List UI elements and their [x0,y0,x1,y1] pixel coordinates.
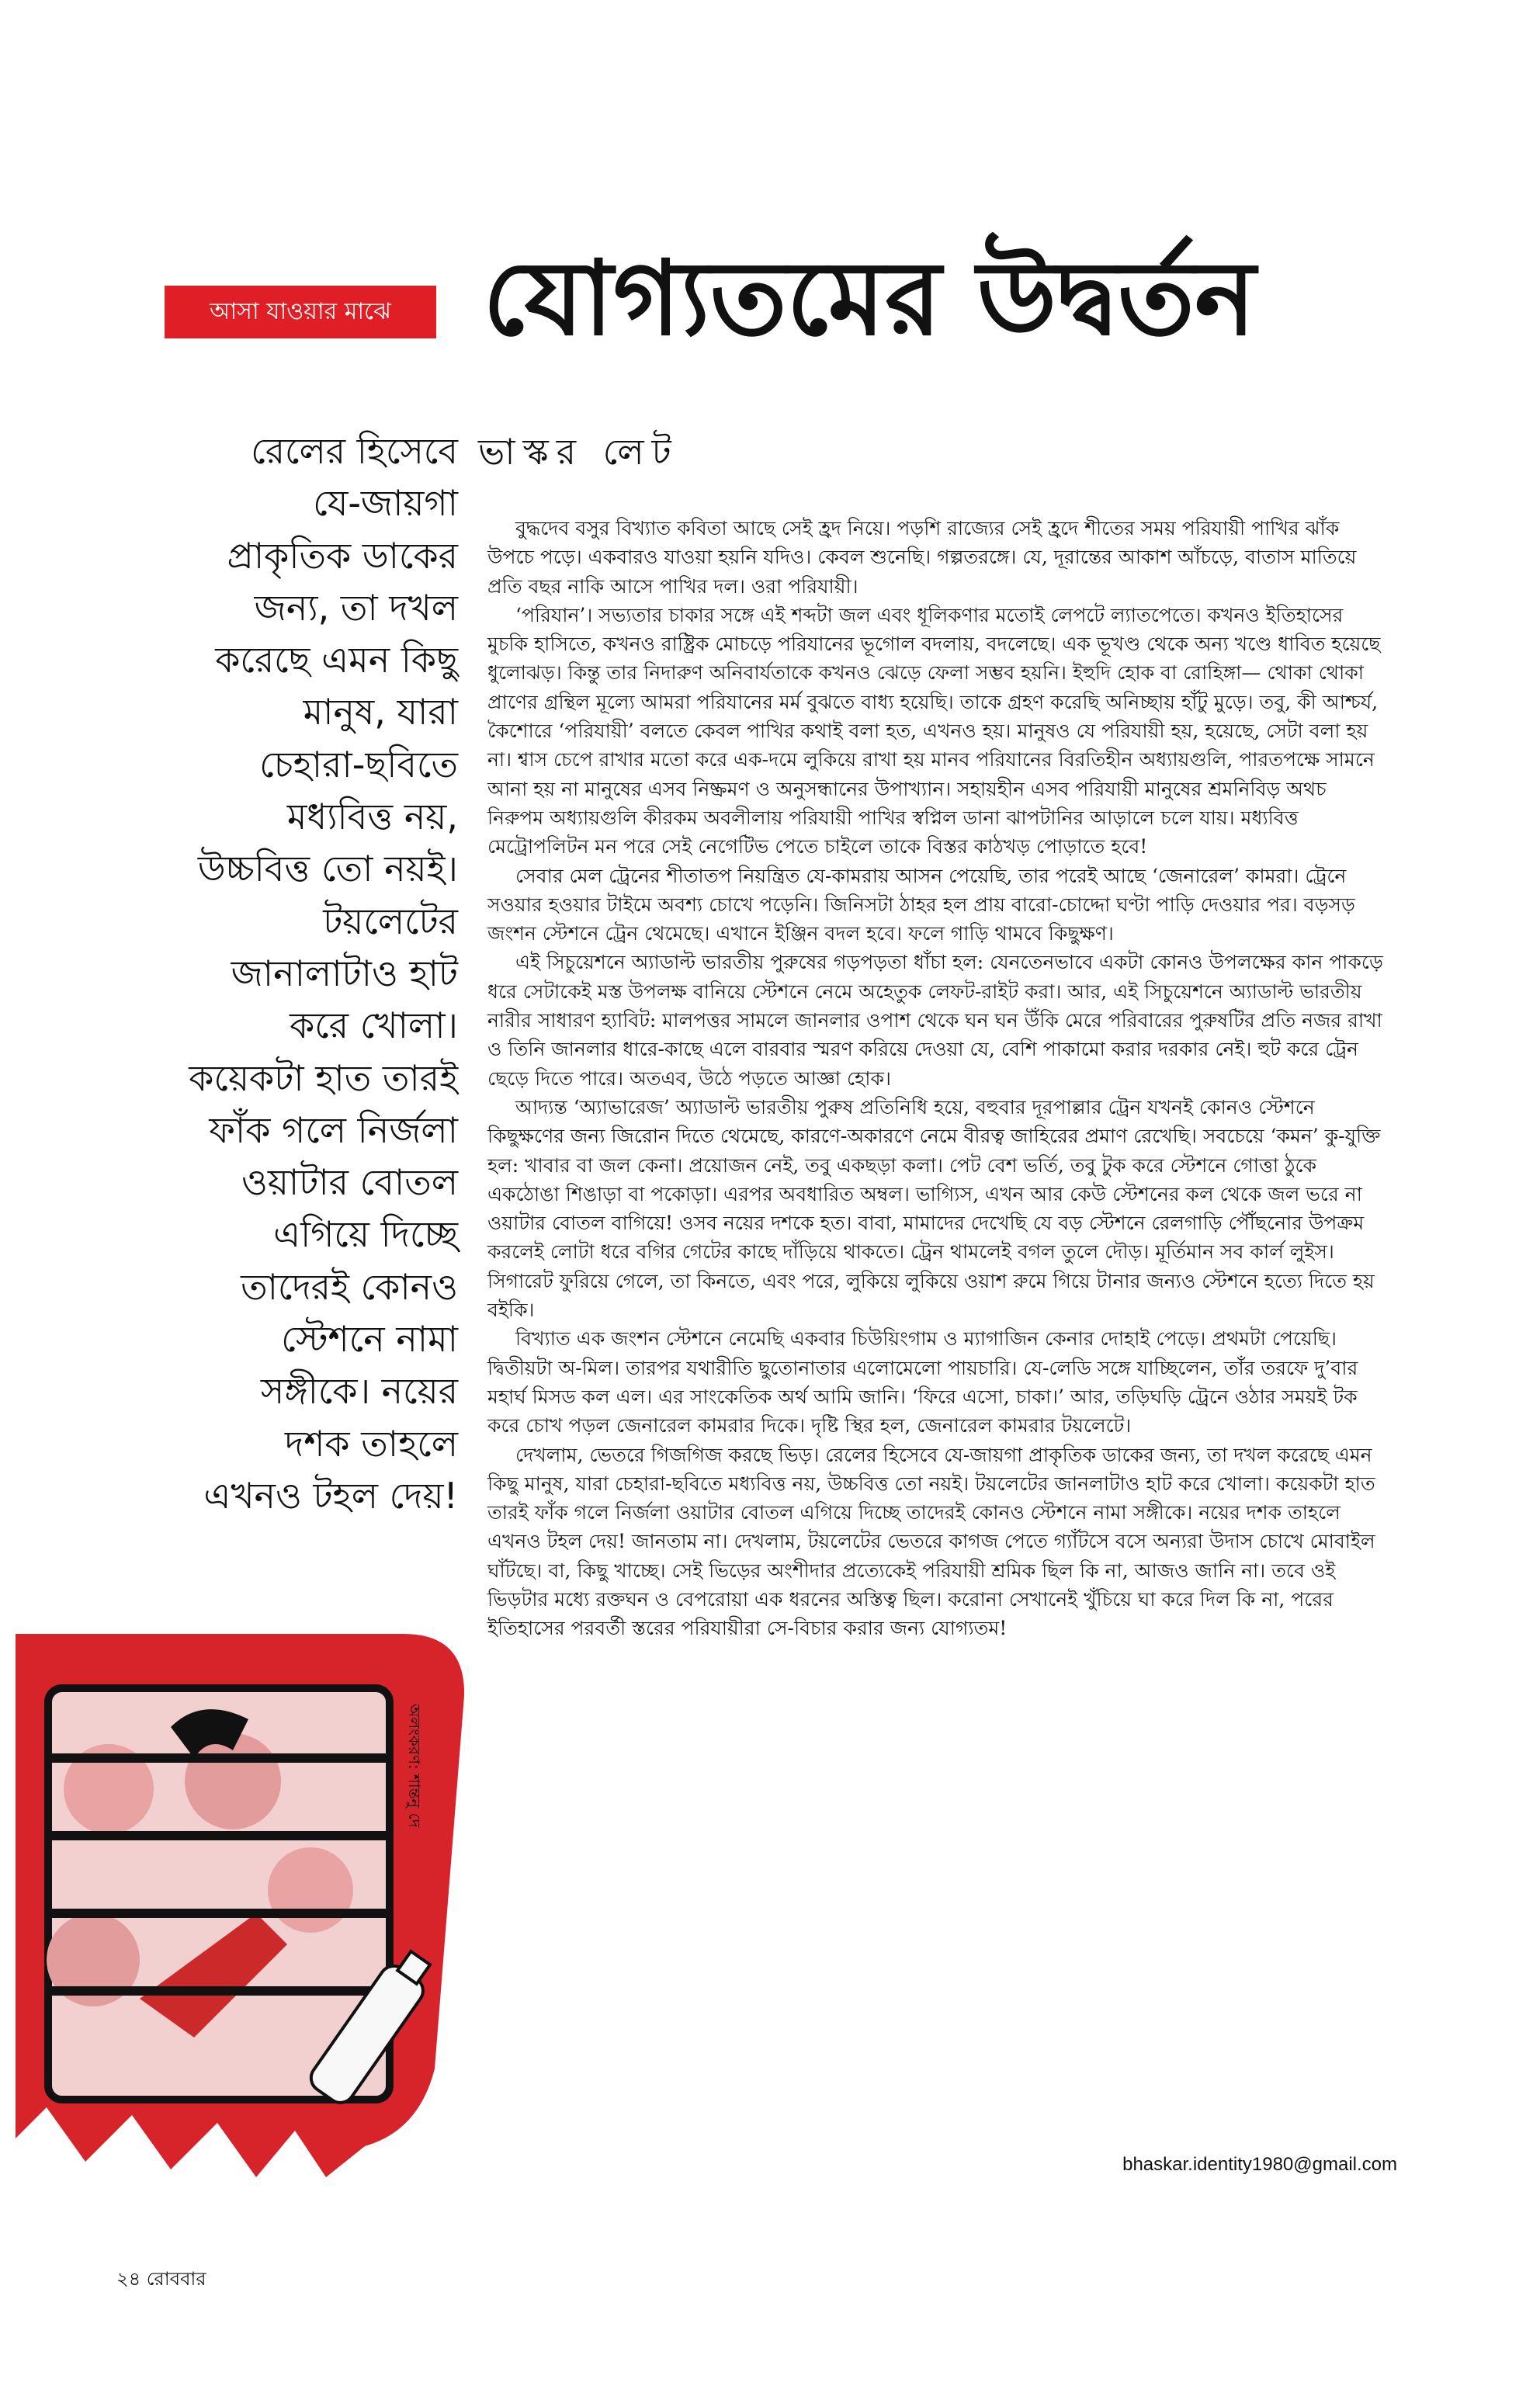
article-paragraph: বুদ্ধদেব বসুর বিখ্যাত কবিতা আছে সেই হ্রদ নিয়ে। পড়শি রাজ্যের সেই হ্রদে শীতের সময় পরিযায়ী পাখির ঝাঁক উপচে পড়ে। একবারও যাওয়া হয়নি যদিও। কেবল শুনেছি। গল্পতরঙ্গে। যে, দূরান্তের আকাশ আঁচড়ে, বাতাস মাতিয়ে প্রতি বছর নাকি আসে পাখির দল। ওরা পরিযায়ী। [487,517,1357,598]
author-email: bhaskar.identity1980@gmail.com [1122,2154,1397,2175]
pull-quote-line: এগিয়ে দিচ্ছে [273,1213,458,1256]
section-tag: আসা যাওয়ার মাঝে [165,286,436,338]
illustration-credit: অলংকরণ: শান্তনু দে [405,1704,424,1828]
pull-quote-line: এখনও টহল দেয়! [203,1474,458,1517]
pull-quote-line: ওয়াটার বোতল [241,1161,458,1204]
train-window-illustration [0,1634,466,2224]
pull-quote-line: জন্য, তা দখল [254,586,458,629]
byline: ভাস্কর লেট [478,431,679,473]
pull-quote-line: মধ্যবিত্ত নয়, [286,796,458,838]
pull-quote-line: রেলের হিসেবে [251,430,458,472]
pull-quote-line: মানুষ, যারা [303,691,458,734]
article-paragraph: আদ্যন্ত ‘অ্যাভারেজ’ অ্যাডাল্ট ভারতীয় পুরুষ প্রতিনিধি হয়ে, বহুবার দূরপাল্লার ট্রেন যখনই কোনও স্টেশনে কিছুক্ষণের জন্য জিরোন দিতে থেমেছে, কারণে-অকারণে নেমে বীরত্ব জাহিরের প্রমাণ রেখেছি। সবচেয়ে ‘কমন’ কু-যুক্তি হল: খাবার বা জল কেনা। প্রয়োজন নেই, তবু একছড়া কলা। পেট বেশ ভর্তি, তবু টুক করে স্টেশনে গোত্তা ঠুকে একঠোঙা শিঙাড়া বা পকোড়া। এরপর অবধারিত অম্বল। ভাগ্যিস, এখন আর কেউ স্টেশনের কল থেকে জল ভরে না ওয়াটার বোতল বাগিয়ে! ওসব নয়ের দশকে হত। বাবা, মামাদের দেখেছি যে বড় স্টেশনে রেলগাড়ি পৌঁছনোর উপক্রম করলেই লোটা ধরে বগির গেটের কাছে দাঁড়িয়ে থাকতে। ট্রেন থামলেই বগল তুলে দৌড়। মূর্তিমান সব কার্ল লুইস। সিগারেট ফুরিয়ে গেলে, তা কিনতে, এবং পরে, লুকিয়ে লুকিয়ে ওয়াশ রুমে গিয়ে টানার জন্যও স্টেশনে হত্যে দিতে হয় বইকি। [487,1095,1381,1322]
article-paragraph: দেখলাম, ভেতরে গিজগিজ করছে ভিড়। রেলের হিসেবে যে-জায়গা প্রাকৃতিক ডাকের জন্য, তা দখল করেছে এমন কিছু মানুষ, যারা চেহারা-ছবিতে মধ্যবিত্ত নয়, উচ্চবিত্ত তো নয়ই। টয়লেটের জানলাটাও হাট করে খোলা। কয়েকটা হাত তারই ফাঁক গলে নির্জলা ওয়াটার বোতল এগিয়ে দিচ্ছে তাদেরই কোনও স্টেশনে নামা সঙ্গীকে। নয়ের দশক তাহলে এখনও টহল দেয়! জানতাম না। দেখলাম, টয়লেটের ভেতরে কাগজ পেতে গ্যাঁটসে বসে অন্যরা উদাস চোখে মোবাইল ঘাঁটছে। বা, কিছু খাচ্ছে। সেই ভিড়ের অংশীদার প্রত্যেকেই পরিযায়ী শ্রমিক ছিল কি না, আজও জানি না। তবে ওই ভিড়টার মধ্যে রক্তঘন ও বেপরোয়া এক ধরনের অস্তিত্ব ছিল। করোনা সেখানেই খুঁচিয়ে ঘা করে দিল কি না, পরের ইতিহাসের পরবর্তী স্তরের পরিযায়ীরা সে-বিচার করার জন্য যোগ্যতম! [487,1443,1375,1640]
pull-quote-line: চেহারা-ছবিতে [259,743,458,786]
pull-quote-line: তাদেরই কোনও [241,1265,458,1308]
article-paragraph: সেবার মেল ট্রেনের শীতাতপ নিয়ন্ত্রিত যে-কামরায় আসন পেয়েছি, তার পরেই আছে ‘জেনারেল’ কামরা। ট্রেনে সওয়ার হওয়ার টাইমে অবশ্য চোখে পড়েনি। জিনিসটা ঠাহর হল প্রায় বারো-চোদ্দো ঘণ্টা পাড়ি দেওয়ার পর। বড়সড় জংশন স্টেশনে ট্রেন থেমেছে। এখানে ইঞ্জিন বদল হবে। ফলে গাড়ি থামবে কিছুক্ষণ। [487,864,1355,945]
pull-quote-line: স্টেশনে নামা [281,1318,458,1361]
pull-quote-line: প্রাকৃতিক ডাকের [227,534,458,577]
pull-quote-line: কয়েকটা হাত তারই [189,1056,458,1099]
pull-quote [109,425,458,1522]
article-paragraph: বিখ্যাত এক জংশন স্টেশনে নেমেছি একবার চিউয়িংগাম ও ম্যাগাজিন কেনার দোহাই পেড়ে। প্রথমটা পেয়েছি। দ্বিতীয়টা অ-মিল। তারপর যথারীতি ছুতোনাতার এলোমেলো পায়চারি। যে-লেডি সঙ্গে যাচ্ছিলেন, তাঁর তরফে দু’বার মহার্ঘ মিসড কল এল। এর সাংকেতিক অর্থ আমি জানি। ‘ফিরে এসো, চাকা।’ আর, তড়িঘড়ি ট্রেনে ওঠার সময়ই টক করে চোখ পড়ল জেনারেল কামরার দিকে। দৃষ্টি স্থির হল, জেনারেল কামরার টয়লেটে। [487,1327,1358,1438]
pull-quote-line: ফাঁক গলে নির্জলা [209,1108,458,1151]
pull-quote-line: সঙ্গীকে। নয়ের [260,1370,458,1413]
headline: যোগ্যতমের উদ্বর্তন [483,239,1256,359]
pull-quote-line: করে খোলা। [290,1004,458,1047]
page-folio: ২৪ রোববার [116,2268,206,2290]
pull-quote-line: করেছে এমন কিছু [215,639,458,681]
article-body [487,514,1388,1643]
pull-quote-line: দশক তাহলে [285,1422,458,1465]
passenger-face [268,1847,353,1933]
pull-quote-line: টয়লেটের [323,900,458,942]
illustration-art [0,1634,466,2224]
article-paragraph: ‘পরিযান’। সভ্যতার চাকার সঙ্গে এই শব্দটা জল এবং ধূলিকণার মতোই লেপটে ল্যাতপেতে। কখনও ইতিহাসের মুচকি হাসিতে, কখনও রাষ্ট্রিক মোচড়ে পরিযানের ভূগোল বদলায়, বদলেছে। এক ভূখণ্ড থেকে অন্য খণ্ডে ধাবিত হয়েছে ধুলোঝড়। কিন্তু তার নিদারুণ অনিবার্যতাকে কখনও ঝেড়ে ফেলা সম্ভব হয়নি। ইহুদি হোক বা রোহিঙ্গা— থোকা থোকা প্রাণের গ্রন্থিল মূল্যে আমরা পরিযানের মর্ম বুঝতে বাধ্য হয়েছি। তাকে গ্রহণ করেছি অনিচ্ছায় হাঁটু মুড়ে। তবু, কী আশ্চর্য, কৈশোরে ‘পরিযায়ী’ বলতে কেবল পাখির কথাই বলা হত, এখনও হয়। মানুষও যে পরিযায়ী হয়, হয়েছে, সেটা বলা হয় না। শ্বাস চেপে রাখার মতো করে এক-দমে লুকিয়ে রাখা হয় মানব পরিযানের বিরতিহীন অধ্যায়গুলি, পারতপক্ষে সামনে আনা হয় না মানুষের এসব নিষ্ক্রমণ ও অনুসন্ধানের উপাখ্যান। সহায়হীন এসব পরিযায়ী মানুষের শ্রমনিবিড় অথচ নিরুপম অধ্যায়গুলি কীরকম অবলীলায় পরিযায়ী পাখির স্বপ্নিল ডানা ঝাপটানির আড়ালে চলে যায়। মধ্যবিত্ত মেট্রোপলিটন মন পরে সেই নেগেটিভ পেতে চাইলে তাকে বিস্তর কাঠখড় পোড়াতে হবে! [487,603,1381,858]
pull-quote-line: জানালাটাও হাট [231,952,458,994]
article-paragraph: এই সিচুয়েশনে অ্যাডাল্ট ভারতীয় পুরুষের গড়পড়তা ধাঁচা হল: যেনতেনভাবে একটা কোনও উপলক্ষের কান পাকড়ে ধরে সেটাকেই মস্ত উপলক্ষ বানিয়ে স্টেশনে নেমে অহেতুক লেফট-রাইট করা। আর, এই সিচুয়েশনে অ্যাডাল্ট ভারতীয় নারীর সাধারণ হ্যাবিট: মালপত্তর সামলে জানলার ওপাশ থেকে ঘন ঘন উঁকি মেরে পরিবারের পুরুষটির প্রতি নজর রাখা ও তিনি জানলার ধারে-কাছে এলে বারবার স্মরণ করিয়ে দেওয়া যে, বেশি পাকামো করার দরকার নেই। হুট করে ট্রেন ছেড়ে দিতে পারে। অতএব, উঠে পড়তে আজ্ঞা হোক। [487,951,1383,1090]
pull-quote-line: উচ্চবিত্ত তো নয়ই। [197,848,458,890]
pull-quote-line: যে-জায়গা [313,482,458,525]
